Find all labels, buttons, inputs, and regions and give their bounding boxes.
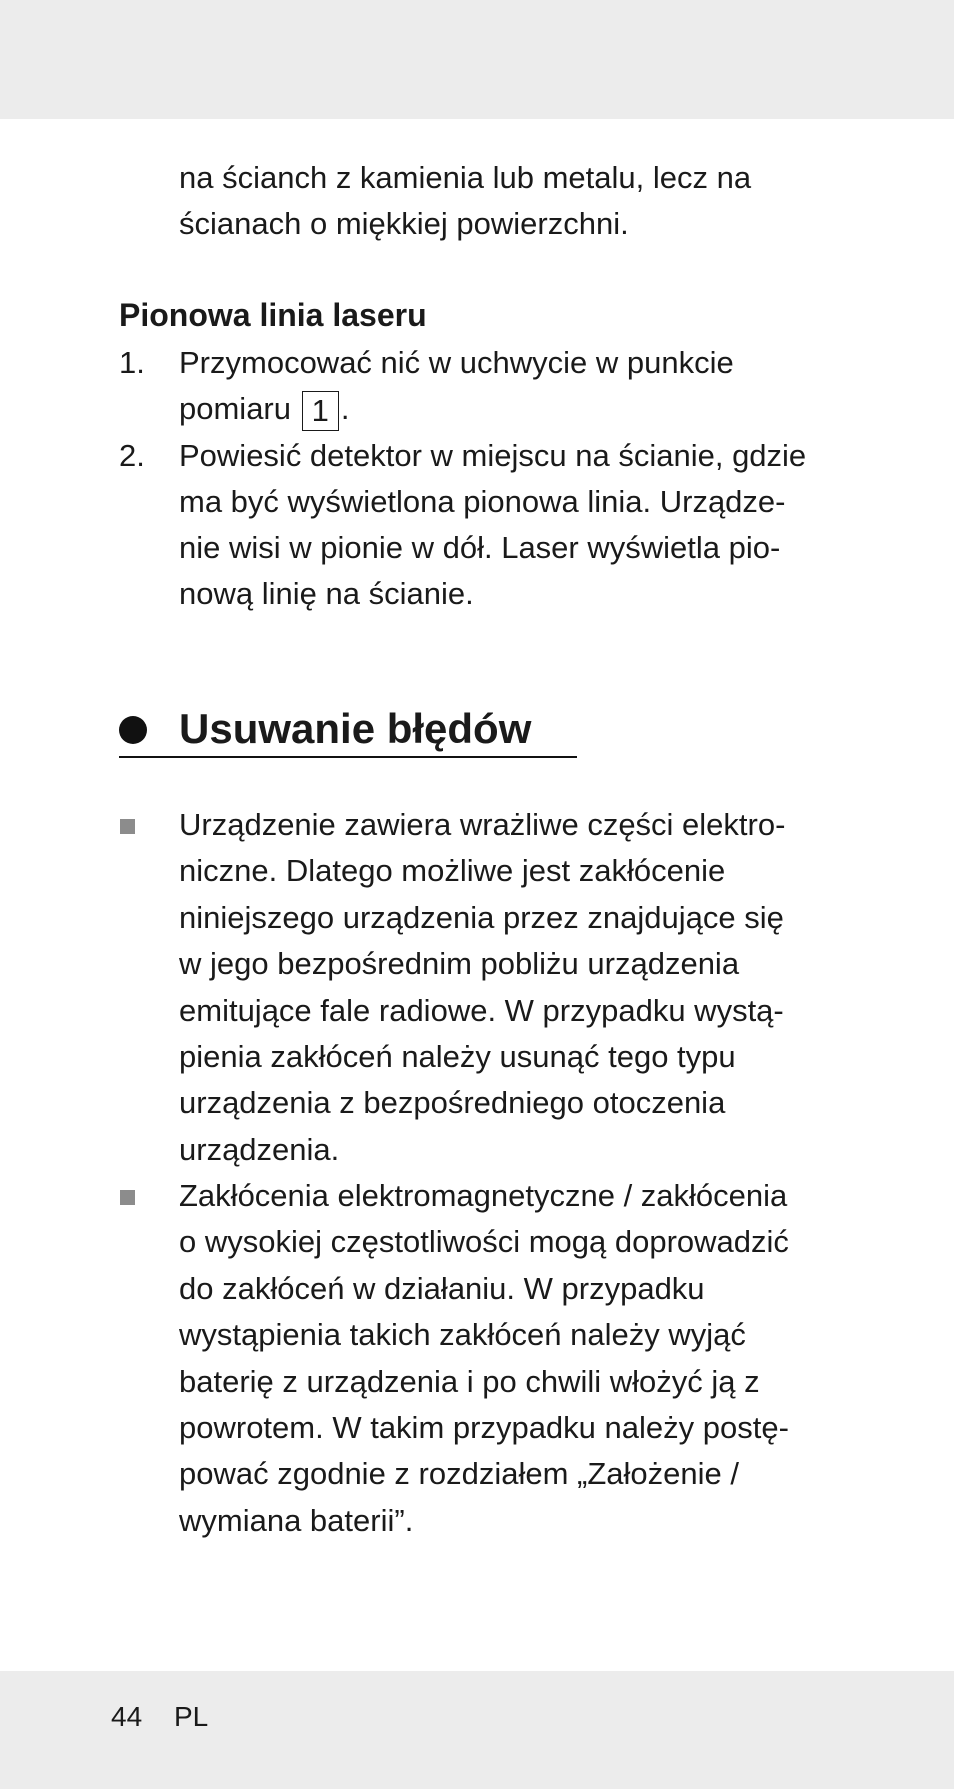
square-bullet-icon	[120, 819, 135, 834]
list-line: urządzenia z bezpośredniego otoczenia	[179, 1085, 726, 1121]
bullet-dot-icon	[119, 716, 147, 744]
subheading-vertical-laser: Pionowa linia laseru	[119, 297, 427, 333]
step-line	[179, 386, 851, 432]
intro-line: ścianach o miękkiej powierzchni.	[179, 206, 629, 241]
list-line: wymiana baterii”.	[179, 1502, 414, 1538]
step-line: Przymocować nić w uchwycie w punkcie	[179, 345, 734, 380]
step-line-text: pomiaru	[179, 391, 291, 426]
list-line: do zakłóceń w działaniu. W przypadku	[179, 1270, 705, 1306]
section-title: Usuwanie błędów	[179, 705, 532, 752]
part-reference-box: 1	[302, 391, 339, 431]
intro-paragraph	[179, 155, 839, 247]
list-line: pować zgodnie z rozdziałem „Założenie /	[179, 1456, 739, 1492]
language-code: PL	[173, 1701, 209, 1732]
step-line-end: .	[340, 391, 350, 426]
step-line: nie wisi w pionie w dół. Laser wyświetla pio-	[179, 530, 781, 565]
list-line: pienia zakłóceń należy usunąć tego typu	[179, 1039, 736, 1075]
section-underline	[119, 756, 577, 758]
list-line: wystąpienia takich zakłóceń należy wyjąć	[179, 1317, 746, 1353]
list-item-text	[179, 802, 859, 1173]
header-band	[0, 0, 954, 119]
step-number: 2.	[119, 438, 145, 473]
square-bullet-icon	[120, 1190, 135, 1205]
list-line: o wysokiej częstotliwości mogą doprowadzić	[179, 1224, 789, 1260]
step-line: nową linię na ścianie.	[179, 576, 474, 611]
step-line: ma być wyświetlona pionowa linia. Urządze-	[179, 484, 786, 519]
list-line: Zakłócenia elektromagnetyczne / zakłócenia	[179, 1178, 788, 1213]
list-line: urządzenia.	[179, 1131, 340, 1167]
list-line: Urządzenie zawiera wrażliwe części elektro-	[179, 807, 786, 842]
list-item-text	[179, 1173, 859, 1544]
list-line: niczne. Dlatego możliwe jest zakłócenie	[179, 853, 726, 889]
step-line: Powiesić detektor w miejscu na ścianie, gdzie	[179, 438, 807, 473]
page-footer	[111, 1697, 232, 1737]
intro-line: na ścianch z kamienia lub metalu, lecz na	[179, 160, 752, 195]
list-line: powrotem. W takim przypadku należy postę-	[179, 1410, 789, 1446]
list-line: baterię z urządzenia i po chwili włożyć ją z	[179, 1363, 760, 1399]
list-line: niniejszego urządzenia przez znajdujące się	[179, 899, 784, 935]
step-number: 1.	[119, 345, 145, 380]
step-text	[179, 433, 851, 617]
page-number: 44	[111, 1701, 143, 1732]
list-line: emitujące fale radiowe. W przypadku wystą-	[179, 992, 784, 1028]
step-text	[179, 340, 851, 432]
list-line: w jego bezpośrednim pobliżu urządzenia	[179, 946, 740, 982]
